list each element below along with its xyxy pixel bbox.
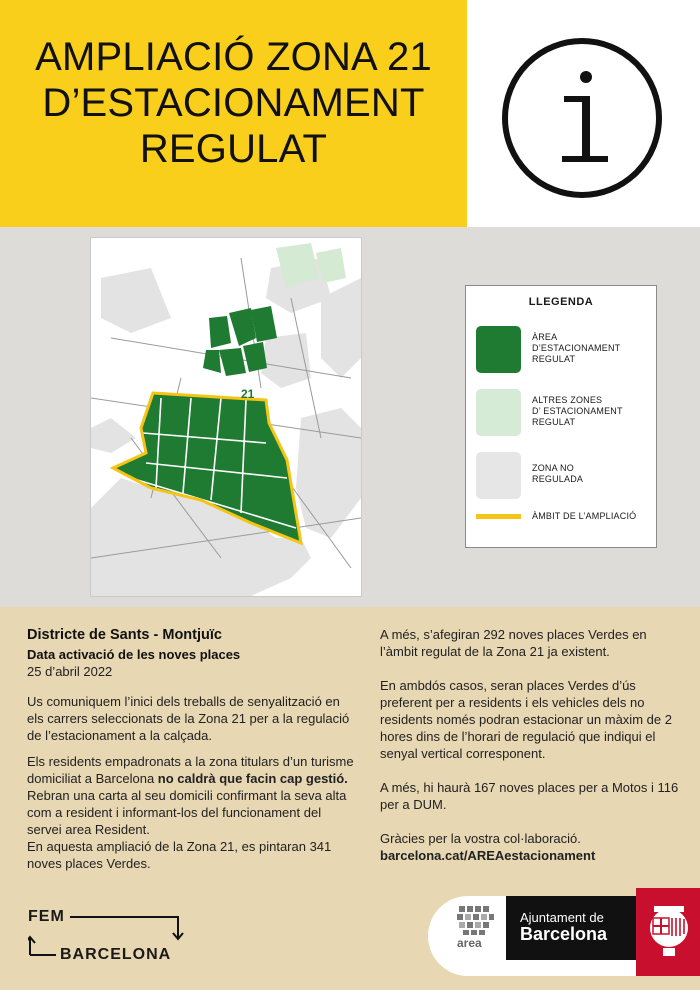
ajuntament-de-text: Ajuntament de [520,910,604,925]
info-right-column [380,626,680,864]
legend-swatch-other-zones [476,389,521,436]
area-logo [455,904,495,948]
title-line-3: REGULAT [139,127,328,171]
fem-barcelona-logo [28,908,198,968]
activation-date: 25 d’abril 2022 [27,664,113,679]
paragraph-extra-places: A més, s’afegiran 292 noves places Verdes en l’àmbit regulat de la Zona 21 ja existent. [380,627,647,659]
legend-label-regulated: ÀREA D’ESTACIONAMENT REGULAT [532,332,621,364]
legend-label-other-zones: ALTRES ZONES D’ ESTACIONAMENT REGULAT [532,395,623,427]
website-link[interactable]: barcelona.cat/AREAestacionament [380,848,596,863]
area-logo-icon [455,904,495,936]
legend-swatch-regulated [476,326,521,373]
zone-map-graphic [91,238,361,596]
zone-map [90,237,362,597]
legend-label-expansion: ÀMBIT DE L’AMPLIACIÓ [532,511,637,521]
paragraph-intro: Us comuniquem l’inici dels treballs de senyalització en els carrers seleccionats de la Zona 21 per a la regulació de l’estacionament a la calçada. [27,694,350,743]
fem-text: FEM [28,908,65,925]
paragraph-new-places: En aquesta ampliació de la Zona 21, es pintaran 341 noves places Verdes. [27,839,332,871]
district-heading: Districte de Sants - Montjuïc [27,627,222,643]
arrows-icon [28,908,198,968]
paragraph-residents: Els residents empadronats a la zona titulars d’un turisme domiciliat a Barcelona no caldrà que facin cap gestió. Rebran una carta al seu domicili confirmant la seva alta com a resident i informant-los del funcionament del servei area Resident. [27,754,354,837]
title-line-1: AMPLIACIÓ ZONA 21 [35,35,432,79]
ajuntament-city-text: Barcelona [520,924,608,944]
zone-label: 21 [241,387,255,401]
map-legend [465,285,657,548]
page-title [0,34,467,172]
ajuntament-logo-text [520,910,607,942]
activation-subtitle: Data activació de les noves places [27,647,241,662]
barcelona-text: BARCELONA [60,946,172,963]
info-icon [500,36,664,200]
barcelona-coat-of-arms-icon [647,902,691,962]
legend-line-expansion [476,514,521,519]
paragraph-conditions: En ambdós casos, seran places Verdes d’ús preferent per a residents i els vehicles dels no residents només podran estacionar un màxim de 2 hores dins de l’horari de regulació que indiqui el senyal vertical corresponent. [380,678,672,761]
legend-label-unregulated: ZONA NO REGULADA [532,463,584,484]
info-left-column [27,627,357,872]
legend-title: LLEGENDA [528,296,594,308]
thanks-text: Gràcies per la vostra col·laboració. [380,831,581,846]
area-logo-text: area [457,936,482,950]
paragraph-motos-dum: A més, hi haurà 167 noves places per a Motos i 116 per a DUM. [380,780,679,812]
legend-swatch-unregulated [476,452,521,499]
title-line-2: D’ESTACIONAMENT [42,81,425,125]
